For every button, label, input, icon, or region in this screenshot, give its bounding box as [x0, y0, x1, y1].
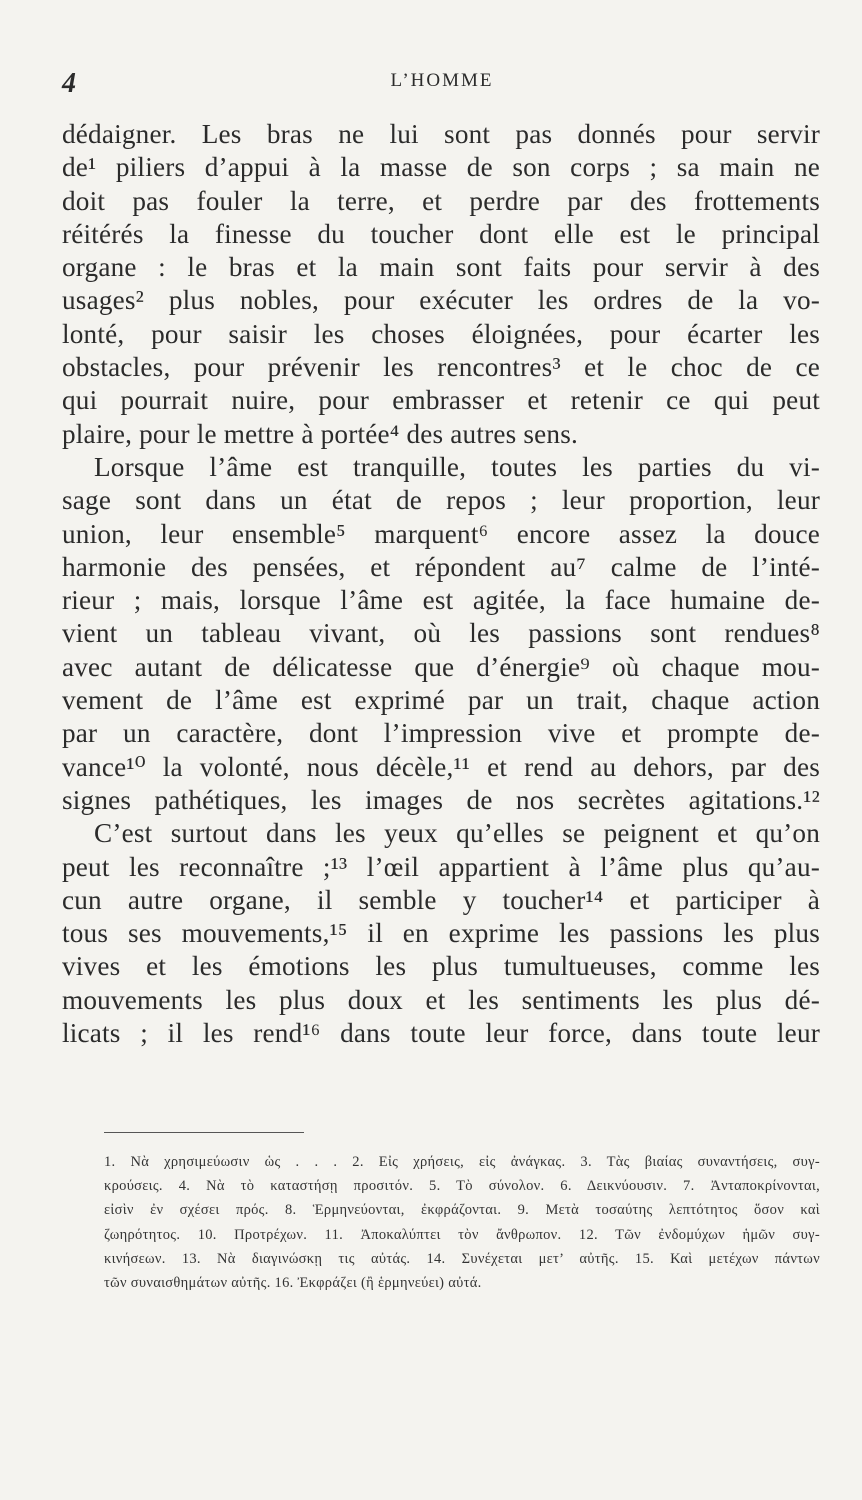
footnotes [104, 1150, 820, 1295]
footnote-line: εἰσὶν ἐν σχέσει πρός. 8. Ἑρμηνεύονται, ἐκφράζονται. 9. Μετὰ τοσαύτης λεπτότητος ὅσον καὶ [104, 1202, 820, 1219]
page-number: 4 [62, 68, 76, 99]
text-line: réitérés la finesse du toucher dont elle est le principal [62, 218, 820, 249]
paragraph-start-line: Lorsque l’âme est tranquille, toutes les parties du vi- [94, 451, 820, 482]
running-head: L’HOMME [390, 70, 494, 91]
text-line: qui pourrait nuire, pour embrasser et retenir ce qui peut [62, 385, 820, 416]
text-line: mouvements les plus doux et les sentiments les plus dé- [62, 984, 820, 1015]
footnote-line: τῶν συναισθημάτων αὐτῆς. 16. Ἐκφράζει (ἢ ἑρμηνεύει) αὐτά. [104, 1274, 482, 1291]
text-line: signes pathétiques, les images de nos secrètes agitations.¹² [62, 784, 820, 815]
text-line: par un caractère, dont l’impression vive et prompte de- [62, 718, 820, 749]
text-line: peut les reconnaître ;¹³ l’œil appartient à l’âme plus qu’au- [62, 851, 820, 882]
footnote-divider [104, 1132, 304, 1133]
text-line: rieur ; mais, lorsque l’âme est agitée, la face humaine de- [62, 585, 820, 616]
main-text [62, 118, 820, 1050]
text-line: usages² plus nobles, pour exécuter les ordres de la vo- [62, 285, 820, 316]
text-line: licats ; il les rend¹⁶ dans toute leur force, dans toute leur [62, 1018, 820, 1049]
footnote-line: κρούσεις. 4. Νὰ τὸ καταστήσῃ προσιτόν. 5. Τὸ σύνολον. 6. Δεικνύουσιν. 7. Ἀνταποκρίνονται, [104, 1178, 820, 1195]
text-line: lonté, pour saisir les choses éloignées, pour écarter les [62, 318, 820, 349]
footnote-line: 1. Νὰ χρησιμεύωσιν ὡς . . . 2. Εἰς χρήσεις, εἰς ἀνάγκας. 3. Τὰς βιαίας συναντήσεις, συγ- [104, 1154, 820, 1170]
text-line: dédaigner. Les bras ne lui sont pas donnés pour servir [62, 119, 820, 149]
text-line: plaire, pour le mettre à portée⁴ des autres sens. [62, 418, 579, 449]
text-line: vient un tableau vivant, où les passions sont rendues⁸ [62, 618, 820, 649]
text-line: cun autre organe, il semble y toucher¹⁴ et participer à [62, 884, 820, 915]
footnote-line: ζωηρότητος. 10. Προτρέχων. 11. Ἀποκαλύπτει τὸν ἄνθρωπον. 12. Τῶν ἐνδομύχων ἡμῶν συγ- [104, 1226, 820, 1243]
footnote-line: κινήσεων. 13. Νὰ διαγινώσκῃ τις αὐτάς. 14. Συνέχεται μετ’ αὐτῆς. 15. Καὶ μετέχων πάντων [104, 1250, 820, 1267]
page-header [62, 62, 822, 102]
text-line: harmonie des pensées, et répondent au⁷ calme de l’inté- [62, 551, 820, 582]
text-line: obstacles, pour prévenir les rencontres³ et le choc de ce [62, 352, 820, 383]
text-line: vance¹⁰ la volonté, nous décèle,¹¹ et rend au dehors, par des [62, 751, 820, 782]
text-line: doit pas fouler la terre, et perdre par des frottements [62, 185, 820, 216]
text-line: vives et les émotions les plus tumultueuses, comme les [62, 951, 820, 982]
text-line: de¹ piliers d’appui à la masse de son corps ; sa main ne [62, 152, 820, 183]
text-line: union, leur ensemble⁵ marquent⁶ encore assez la douce [62, 518, 820, 549]
text-line: organe : le bras et la main sont faits pour servir à des [62, 252, 820, 283]
text-line: vement de l’âme est exprimé par un trait, chaque action [62, 685, 820, 716]
text-line: avec autant de délicatesse que d’énergie⁹ où chaque mou- [62, 651, 820, 682]
text-line: sage sont dans un état de repos ; leur proportion, leur [62, 485, 820, 516]
paragraph-start-line: C’est surtout dans les yeux qu’elles se peignent et qu’on [94, 818, 820, 849]
text-line: tous ses mouvements,¹⁵ il en exprime les passions les plus [62, 918, 820, 949]
